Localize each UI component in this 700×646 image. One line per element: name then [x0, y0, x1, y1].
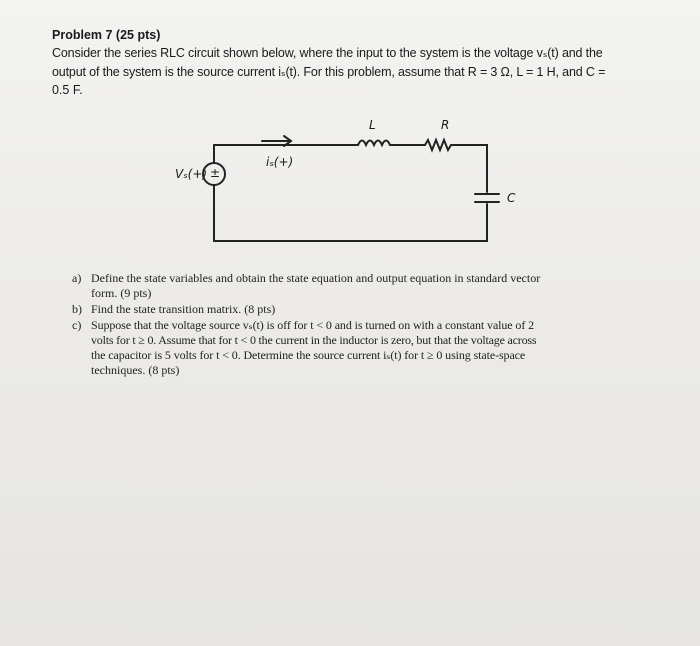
- resistor-label: R: [441, 118, 450, 132]
- question-c-marker: c): [72, 318, 82, 332]
- question-c-line-2: volts for t ≥ 0. Assume that for t < 0 the current in the inductor is zero, but that the voltage across: [91, 333, 537, 347]
- question-b-line-1: Find the state transition matrix. (8 pts): [91, 302, 276, 316]
- capacitor-label: C: [507, 191, 516, 205]
- source-polarity-symbol: ±: [210, 166, 221, 180]
- intro-line-1: Consider the series RLC circuit shown below, where the input to the system is the voltage vₛ(t) and the: [52, 46, 603, 60]
- question-c-line-1: Suppose that the voltage source vₛ(t) is off for t < 0 and is turned on with a constant value of 2: [91, 318, 535, 332]
- source-label: Vₛ(+): [175, 167, 208, 181]
- question-a-line-2: form. (9 pts): [91, 286, 152, 300]
- question-a-line-1: Define the state variables and obtain the state equation and output equation in standard vector: [91, 271, 541, 285]
- question-a-marker: a): [72, 271, 82, 285]
- question-b-marker: b): [72, 302, 82, 316]
- wire-top-right: [451, 145, 487, 192]
- intro-line-2: output of the system is the source current iₛ(t). For this problem, assume that R = 3 Ω, L = 1 H, and C =: [52, 65, 606, 79]
- inductor-label: L: [369, 118, 376, 132]
- current-label: iₛ(+): [266, 155, 294, 169]
- wire-bottom: [214, 204, 487, 241]
- problem-title: Problem 7 (25 pts): [52, 28, 161, 42]
- intro-line-3: 0.5 F.: [52, 83, 83, 97]
- resistor-zigzag: [425, 140, 451, 150]
- question-c-line-4: techniques. (8 pts): [91, 363, 180, 377]
- question-c-line-3: the capacitor is 5 volts for t < 0. Determine the source current iₛ(t) for t ≥ 0 using state-space: [91, 348, 526, 362]
- inductor-coil: [358, 141, 390, 146]
